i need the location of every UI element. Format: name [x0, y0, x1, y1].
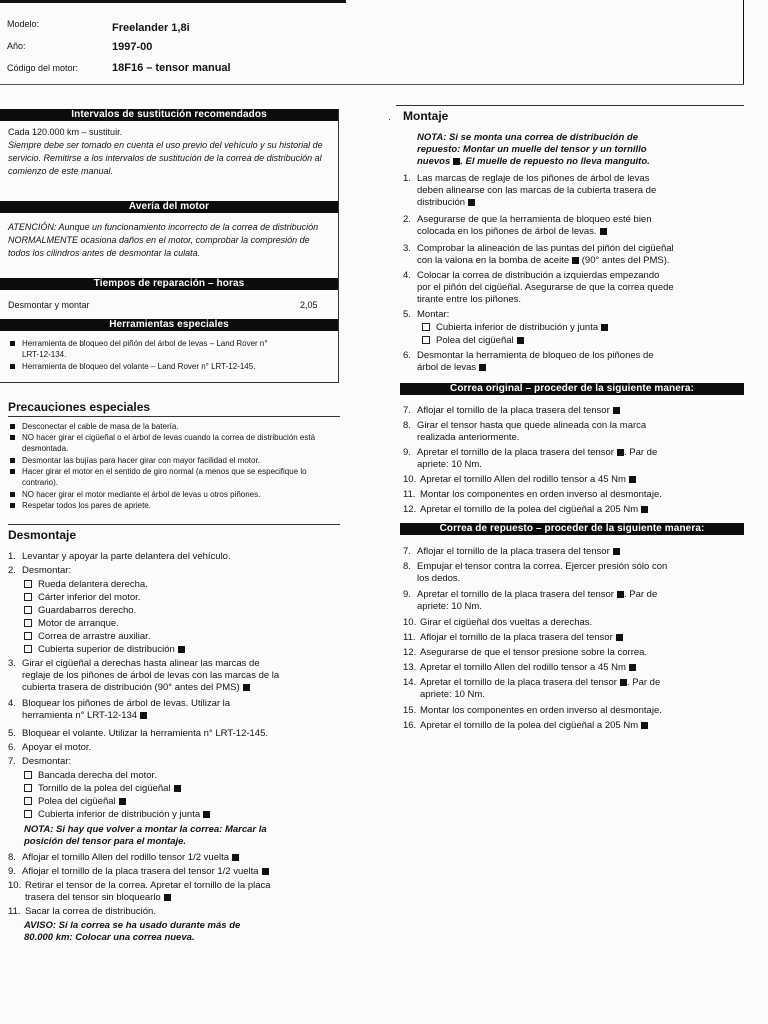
figure-ref-icon — [620, 679, 627, 686]
figure-ref-icon — [468, 199, 475, 206]
desmontaje-sub-item: Rueda delantera derecha. — [24, 579, 148, 591]
correa-original-title-bar: Correa original – proceder de la siguiente manera: — [400, 383, 744, 395]
desmontaje-step-7: 7. Desmontar: — [8, 756, 72, 767]
figure-ref-icon — [629, 664, 636, 671]
desmontaje-step-4: 4. Bloquear los piñones de árbol de levas. Utilizar la herramienta n° LRT-12-134 — [8, 698, 231, 721]
precaucion-item — [10, 433, 340, 454]
montaje-step-4: 4. Colocar la correa de distribución a izquierdas empezando por el piñón del cigüeñal. Asegurarse de que la correa quede tirante entre los piñones. — [403, 270, 674, 305]
tool-text: Herramienta de bloqueo del volante – Land Rover n° LRT-12-145. — [22, 362, 256, 371]
tool-item — [10, 362, 340, 374]
checkbox-icon — [24, 810, 32, 818]
tool-text: Herramienta de bloqueo del piñón del árbol de levas – Land Rover n° LRT-12-134. — [22, 339, 268, 359]
figure-ref-icon — [174, 785, 181, 792]
checkbox-icon — [24, 606, 32, 614]
precaucion-text: NO hacer girar el motor mediante el árbol de levas u otros piñones. — [22, 490, 261, 499]
desmontaje-rule — [8, 524, 340, 525]
figure-ref-icon — [613, 548, 620, 555]
tiempos-title-bar: Tiempos de reparación – horas — [0, 278, 338, 290]
desmontaje-sub-item: Cárter inferior del motor. — [24, 592, 140, 604]
desmontaje-step-9: 9. Aflojar el tornillo de la placa trasera del tensor 1/2 vuelta — [8, 866, 348, 878]
desmontaje-sub-item: Cubierta inferior de distribución y junta — [24, 809, 210, 821]
codigo-label: Código del motor: — [7, 63, 79, 73]
desmontaje-title: Desmontaje — [8, 528, 77, 542]
desmontaje-step-10: 10. Retirar el tensor de la correa. Apretar el tornillo de la placa trasera del tensor sin bloquearlo — [8, 880, 271, 903]
figure-ref-icon — [641, 722, 648, 729]
bullet-icon — [10, 364, 15, 369]
precaucion-text: Desconectar el cable de masa de la batería. — [22, 422, 179, 431]
precauciones-rule — [8, 416, 340, 417]
checkbox-icon — [24, 771, 32, 779]
montaje-step-2: 2. Asegurarse de que la herramienta de bloqueo esté bien colocada en los piñones de árbol de levas. — [403, 214, 652, 237]
intervalos-line1: Cada 120.000 km – sustituir. — [8, 127, 123, 137]
desmontaje-aviso: AVISO: Si la correa se ha usado durante más de 80.000 km: Colocar una correa nueva. — [24, 920, 241, 943]
precaucion-item — [10, 456, 340, 467]
desmontaje-step-11: 11. Sacar la correa de distribución. — [8, 906, 156, 917]
figure-ref-icon — [617, 449, 624, 456]
tiempos-row-value: 2,05 — [300, 300, 318, 310]
figure-ref-icon — [119, 798, 126, 805]
repuesto-step-7: 7. Aflojar el tornillo de la placa trasera del tensor — [403, 546, 753, 558]
original-step-7: 7. Aflojar el tornillo de la placa trasera del tensor — [403, 405, 753, 417]
figure-ref-icon — [629, 476, 636, 483]
figure-ref-icon — [203, 811, 210, 818]
desmontaje-step-2: 2. Desmontar: — [8, 565, 72, 576]
repuesto-step-11: 11. Aflojar el tornillo de la placa trasera del tensor — [403, 632, 753, 644]
precaucion-text: Respetar todos los pares de apriete. — [22, 501, 151, 510]
checkbox-icon — [24, 580, 32, 588]
desmontaje-step-3: 3. Girar el cigüeñal a derechas hasta alinear las marcas de reglaje de los piñones de árbol de levas con las marcas de la cubierta trasera de distribución (90° antes del PMS) — [8, 658, 280, 693]
bullet-icon — [10, 458, 15, 463]
checkbox-icon — [24, 784, 32, 792]
figure-ref-icon — [641, 506, 648, 513]
modelo-label: Modelo: — [7, 19, 40, 29]
desmontaje-sub-item: Tornillo de la polea del cigüeñal — [24, 783, 181, 795]
original-step-9: 9. Apretar el tornillo de la placa trasera del tensor . Par de apriete: 10 Nm. — [403, 447, 658, 470]
bullet-icon — [10, 492, 15, 497]
checkbox-icon — [24, 632, 32, 640]
original-step-8: 8. Girar el tensor hasta que quede alineada con la marca realizada anteriormente. — [403, 420, 647, 443]
checkbox-icon — [422, 336, 430, 344]
precaucion-text: NO hacer girar el cigüeñal o el árbol de levas cuando la correa de distribución está desmontada. — [22, 433, 316, 453]
checkbox-icon — [24, 619, 32, 627]
repuesto-step-9: 9. Apretar el tornillo de la placa trasera del tensor . Par de apriete: 10 Nm. — [403, 589, 658, 612]
modelo-value: Freelander 1,8i — [112, 22, 190, 34]
montaje-sub-item: Cubierta inferior de distribución y junta — [422, 322, 608, 334]
montaje-step-5: 5. Montar: — [403, 309, 450, 320]
figure-ref-icon — [600, 228, 607, 235]
tool-item — [10, 339, 330, 360]
bullet-icon — [10, 435, 15, 440]
checkbox-icon — [24, 797, 32, 805]
original-step-11: 11. Montar los componentes en orden inverso al desmontaje. — [403, 489, 662, 500]
repuesto-step-13: 13. Apretar el tornillo Allen del rodillo tensor a 45 Nm — [403, 662, 753, 674]
codigo-value: 18F16 – tensor manual — [112, 62, 231, 74]
figure-ref-icon — [140, 712, 147, 719]
figure-ref-icon — [517, 337, 524, 344]
desmontaje-sub-item: Cubierta superior de distribución — [24, 644, 185, 656]
montaje-step-3: 3. Comprobar la alineación de las puntas del piñón del cigüeñal con la valona en la bomba de aceite (90° antes del PMS). — [403, 243, 674, 266]
montaje-title: Montaje — [403, 109, 449, 123]
desmontaje-step-8: 8. Aflojar el tornillo Allen del rodillo tensor 1/2 vuelta — [8, 852, 348, 864]
checkbox-icon — [24, 593, 32, 601]
precauciones-title: Precauciones especiales — [8, 400, 151, 414]
bullet-icon — [10, 503, 15, 508]
montaje-nota: NOTA: Si se monta una correa de distribución de repuesto: Montar un muelle del tensor y un tornillo nuevos . El muelle de repuesto no lleva manguito. — [417, 132, 650, 167]
desmontaje-nota: NOTA: Si hay que volver a montar la correa: Marcar la posición del tensor para el montaje. — [24, 824, 267, 847]
figure-ref-icon — [232, 854, 239, 861]
desmontaje-step-1: 1. Levantar y apoyar la parte delantera del vehículo. — [8, 551, 231, 562]
intervalos-title-bar: Intervalos de sustitución recomendados — [0, 109, 338, 121]
averia-title-bar: Avería del motor — [0, 201, 338, 213]
herramientas-title-bar: Herramientas especiales — [0, 319, 338, 331]
original-step-12: 12. Apretar el tornillo de la polea del cigüeñal a 205 Nm — [403, 504, 753, 516]
figure-ref-icon — [262, 868, 269, 875]
ano-label: Año: — [7, 41, 26, 51]
repuesto-step-8: 8. Empujar el tensor contra la correa. Ejercer presión sólo con los dedos. — [403, 561, 668, 584]
precaucion-item — [10, 501, 340, 512]
figure-ref-icon — [616, 634, 623, 641]
repuesto-step-15: 15. Montar los componentes en orden inverso al desmontaje. — [403, 705, 662, 716]
ano-value: 1997-00 — [112, 41, 153, 53]
desmontaje-sub-item: Correa de arrastre auxiliar. — [24, 631, 150, 643]
desmontaje-step-6: 6. Apoyar el motor. — [8, 742, 92, 753]
desmontaje-sub-item: Bancada derecha del motor. — [24, 770, 157, 782]
desmontaje-sub-item: Motor de arranque. — [24, 618, 119, 630]
repuesto-step-10: 10. Girar el cigüeñal dos vueltas a derechas. — [403, 617, 593, 628]
checkbox-icon — [24, 645, 32, 653]
averia-text: ATENCIÓN: Aunque un funcionamiento incorrecto de la correa de distribución NORMALMENTE ocasiona daños en el motor, comprobar la compresión de todos los cilindros antes de desmontar la culata. — [8, 222, 319, 258]
figure-ref-icon — [572, 257, 579, 264]
header-top-border — [0, 0, 346, 3]
header-bottom-border — [0, 84, 744, 85]
desmontaje-sub-item: Guardabarros derecho. — [24, 605, 136, 617]
montaje-sub-item: Polea del cigüeñal — [422, 335, 524, 347]
figure-ref-icon — [601, 324, 608, 331]
desmontaje-step-5: 5. Bloquear el volante. Utilizar la herramienta n° LRT-12-145. — [8, 728, 269, 739]
intervalos-text: Siempre debe ser tomado en cuenta el uso previo del vehículo y su historial de servicio. Remitirse a los intervalos de sustitución de la correa de distribución al comienzo de este manual. — [8, 140, 323, 176]
bullet-icon — [10, 469, 15, 474]
bullet-icon — [10, 424, 15, 429]
correa-repuesto-title-bar: Correa de repuesto – proceder de la siguiente manera: — [400, 523, 744, 535]
repuesto-step-12: 12. Asegurarse de que el tensor presione sobre la correa. — [403, 647, 648, 658]
precaucion-text: Hacer girar el motor en el sentido de giro normal (a menos que se especifique lo contrario). — [22, 467, 307, 487]
header-right-border — [743, 0, 744, 84]
repuesto-step-16: 16. Apretar el tornillo de la polea del cigüeñal a 205 Nm — [403, 720, 753, 732]
montaje-step-1: 1. Las marcas de reglaje de los piñones de árbol de levas deben alinearse con las marcas de la cubierta trasera de distribución — [403, 173, 657, 208]
repuesto-step-14: 14. Apretar el tornillo de la placa trasera del tensor . Par de apriete: 10 Nm. — [403, 677, 661, 700]
montaje-marker-icon: · — [388, 114, 391, 124]
desmontaje-sub-item: Polea del cigüeñal — [24, 796, 126, 808]
precaucion-item — [10, 422, 340, 433]
bullet-icon — [10, 341, 15, 346]
original-step-10: 10. Apretar el tornillo Allen del rodillo tensor a 45 Nm — [403, 474, 753, 486]
tiempos-row-label: Desmontar y montar — [8, 300, 90, 310]
figure-ref-icon — [479, 364, 486, 371]
precaucion-text: Desmontar las bujías para hacer girar con mayor facilidad el motor. — [22, 456, 260, 465]
montaje-step-6: 6. Desmontar la herramienta de bloqueo de los piñones de árbol de levas — [403, 350, 654, 373]
figure-ref-icon — [243, 684, 250, 691]
precaucion-item — [10, 490, 340, 501]
figure-ref-icon — [613, 407, 620, 414]
montaje-top-rule — [396, 105, 744, 106]
figure-ref-icon — [617, 591, 624, 598]
checkbox-icon — [422, 323, 430, 331]
precaucion-item — [10, 467, 340, 488]
figure-ref-icon — [178, 646, 185, 653]
figure-ref-icon — [164, 894, 171, 901]
